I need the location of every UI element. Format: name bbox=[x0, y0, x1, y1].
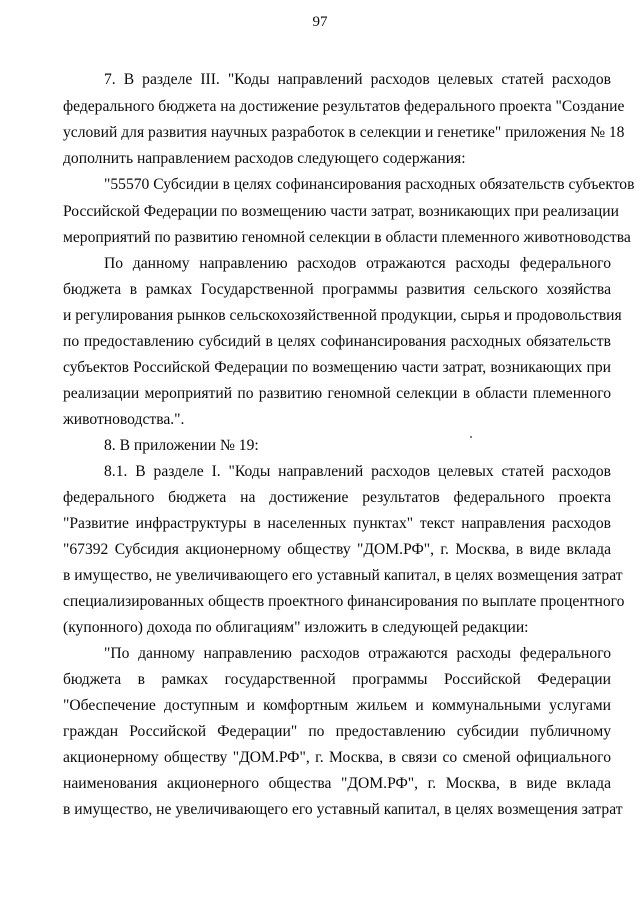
text-line: бюджета в рамках Государственной программы развития сельского хозяйства bbox=[63, 281, 611, 298]
text-line: "По данному направлению расходов отражаются расходы федерального bbox=[104, 645, 611, 662]
text-line: по предоставлению субсидий в целях софинансирования расходных обязательств bbox=[63, 333, 611, 350]
text-line: "67392 Субсидия акционерному обществу "ДОМ.РФ", г. Москва, в виде вклада bbox=[63, 541, 611, 558]
text-line: мероприятий по развитию геномной селекции в области племенного животноводства bbox=[63, 229, 631, 246]
scan-speck bbox=[470, 436, 472, 438]
text-line: дополнить направлением расходов следующего содержания: bbox=[63, 150, 466, 167]
text-line: Российской Федерации по возмещению части затрат, возникающих при реализации bbox=[63, 203, 619, 220]
text-line: наименования акционерного общества "ДОМ.РФ", г. Москва, в виде вклада bbox=[63, 775, 611, 792]
page-number: 97 bbox=[312, 14, 328, 30]
text-line: субъектов Российской Федерации по возмещению части затрат, возникающих при bbox=[63, 359, 611, 376]
text-line: условий для развития научных разработок в селекции и генетике" приложения № 18 bbox=[63, 124, 625, 141]
text-line: "Развитие инфраструктуры в населенных пунктах" текст направления расходов bbox=[63, 515, 611, 532]
text-line: (купонного) дохода по облигациям" изложить в следующей редакции: bbox=[63, 619, 529, 636]
text-line: 8.1. В разделе I. "Коды направлений расходов целевых статей расходов bbox=[104, 463, 611, 480]
text-line: в имущество, не увеличивающего его уставный капитал, в целях возмещения затрат bbox=[63, 801, 623, 818]
text-line: акционерному обществу "ДОМ.РФ", г. Москва, в связи со сменой официального bbox=[63, 749, 611, 766]
text-line: федерального бюджета на достижение результатов федерального проекта bbox=[63, 489, 611, 506]
text-line: "Обеспечение доступным и комфортным жильем и коммунальными услугами bbox=[63, 697, 611, 714]
text-line: "55570 Субсидии в целях софинансирования расходных обязательств субъектов bbox=[104, 176, 635, 193]
text-line: бюджета в рамках государственной программы Российской Федерации bbox=[63, 671, 611, 688]
text-line: По данному направлению расходов отражаются расходы федерального bbox=[104, 255, 611, 272]
text-line: граждан Российской Федерации" по предоставлению субсидии публичному bbox=[63, 723, 611, 740]
text-line: реализации мероприятий по развитию геномной селекции в области племенного bbox=[63, 385, 611, 402]
text-line: специализированных обществ проектного финансирования по выплате процентного bbox=[63, 593, 625, 610]
text-line: в имущество, не увеличивающего его уставный капитал, в целях возмещения затрат bbox=[63, 567, 623, 584]
text-line: 8. В приложении № 19: bbox=[104, 437, 259, 454]
text-line: и регулирования рынков сельскохозяйственной продукции, сырья и продовольствия bbox=[63, 307, 622, 324]
text-line: 7. В разделе III. "Коды направлений расходов целевых статей расходов bbox=[104, 71, 611, 88]
text-line: животноводства.". bbox=[63, 411, 185, 428]
text-line: федерального бюджета на достижение результатов федерального проекта "Создание bbox=[63, 98, 625, 115]
